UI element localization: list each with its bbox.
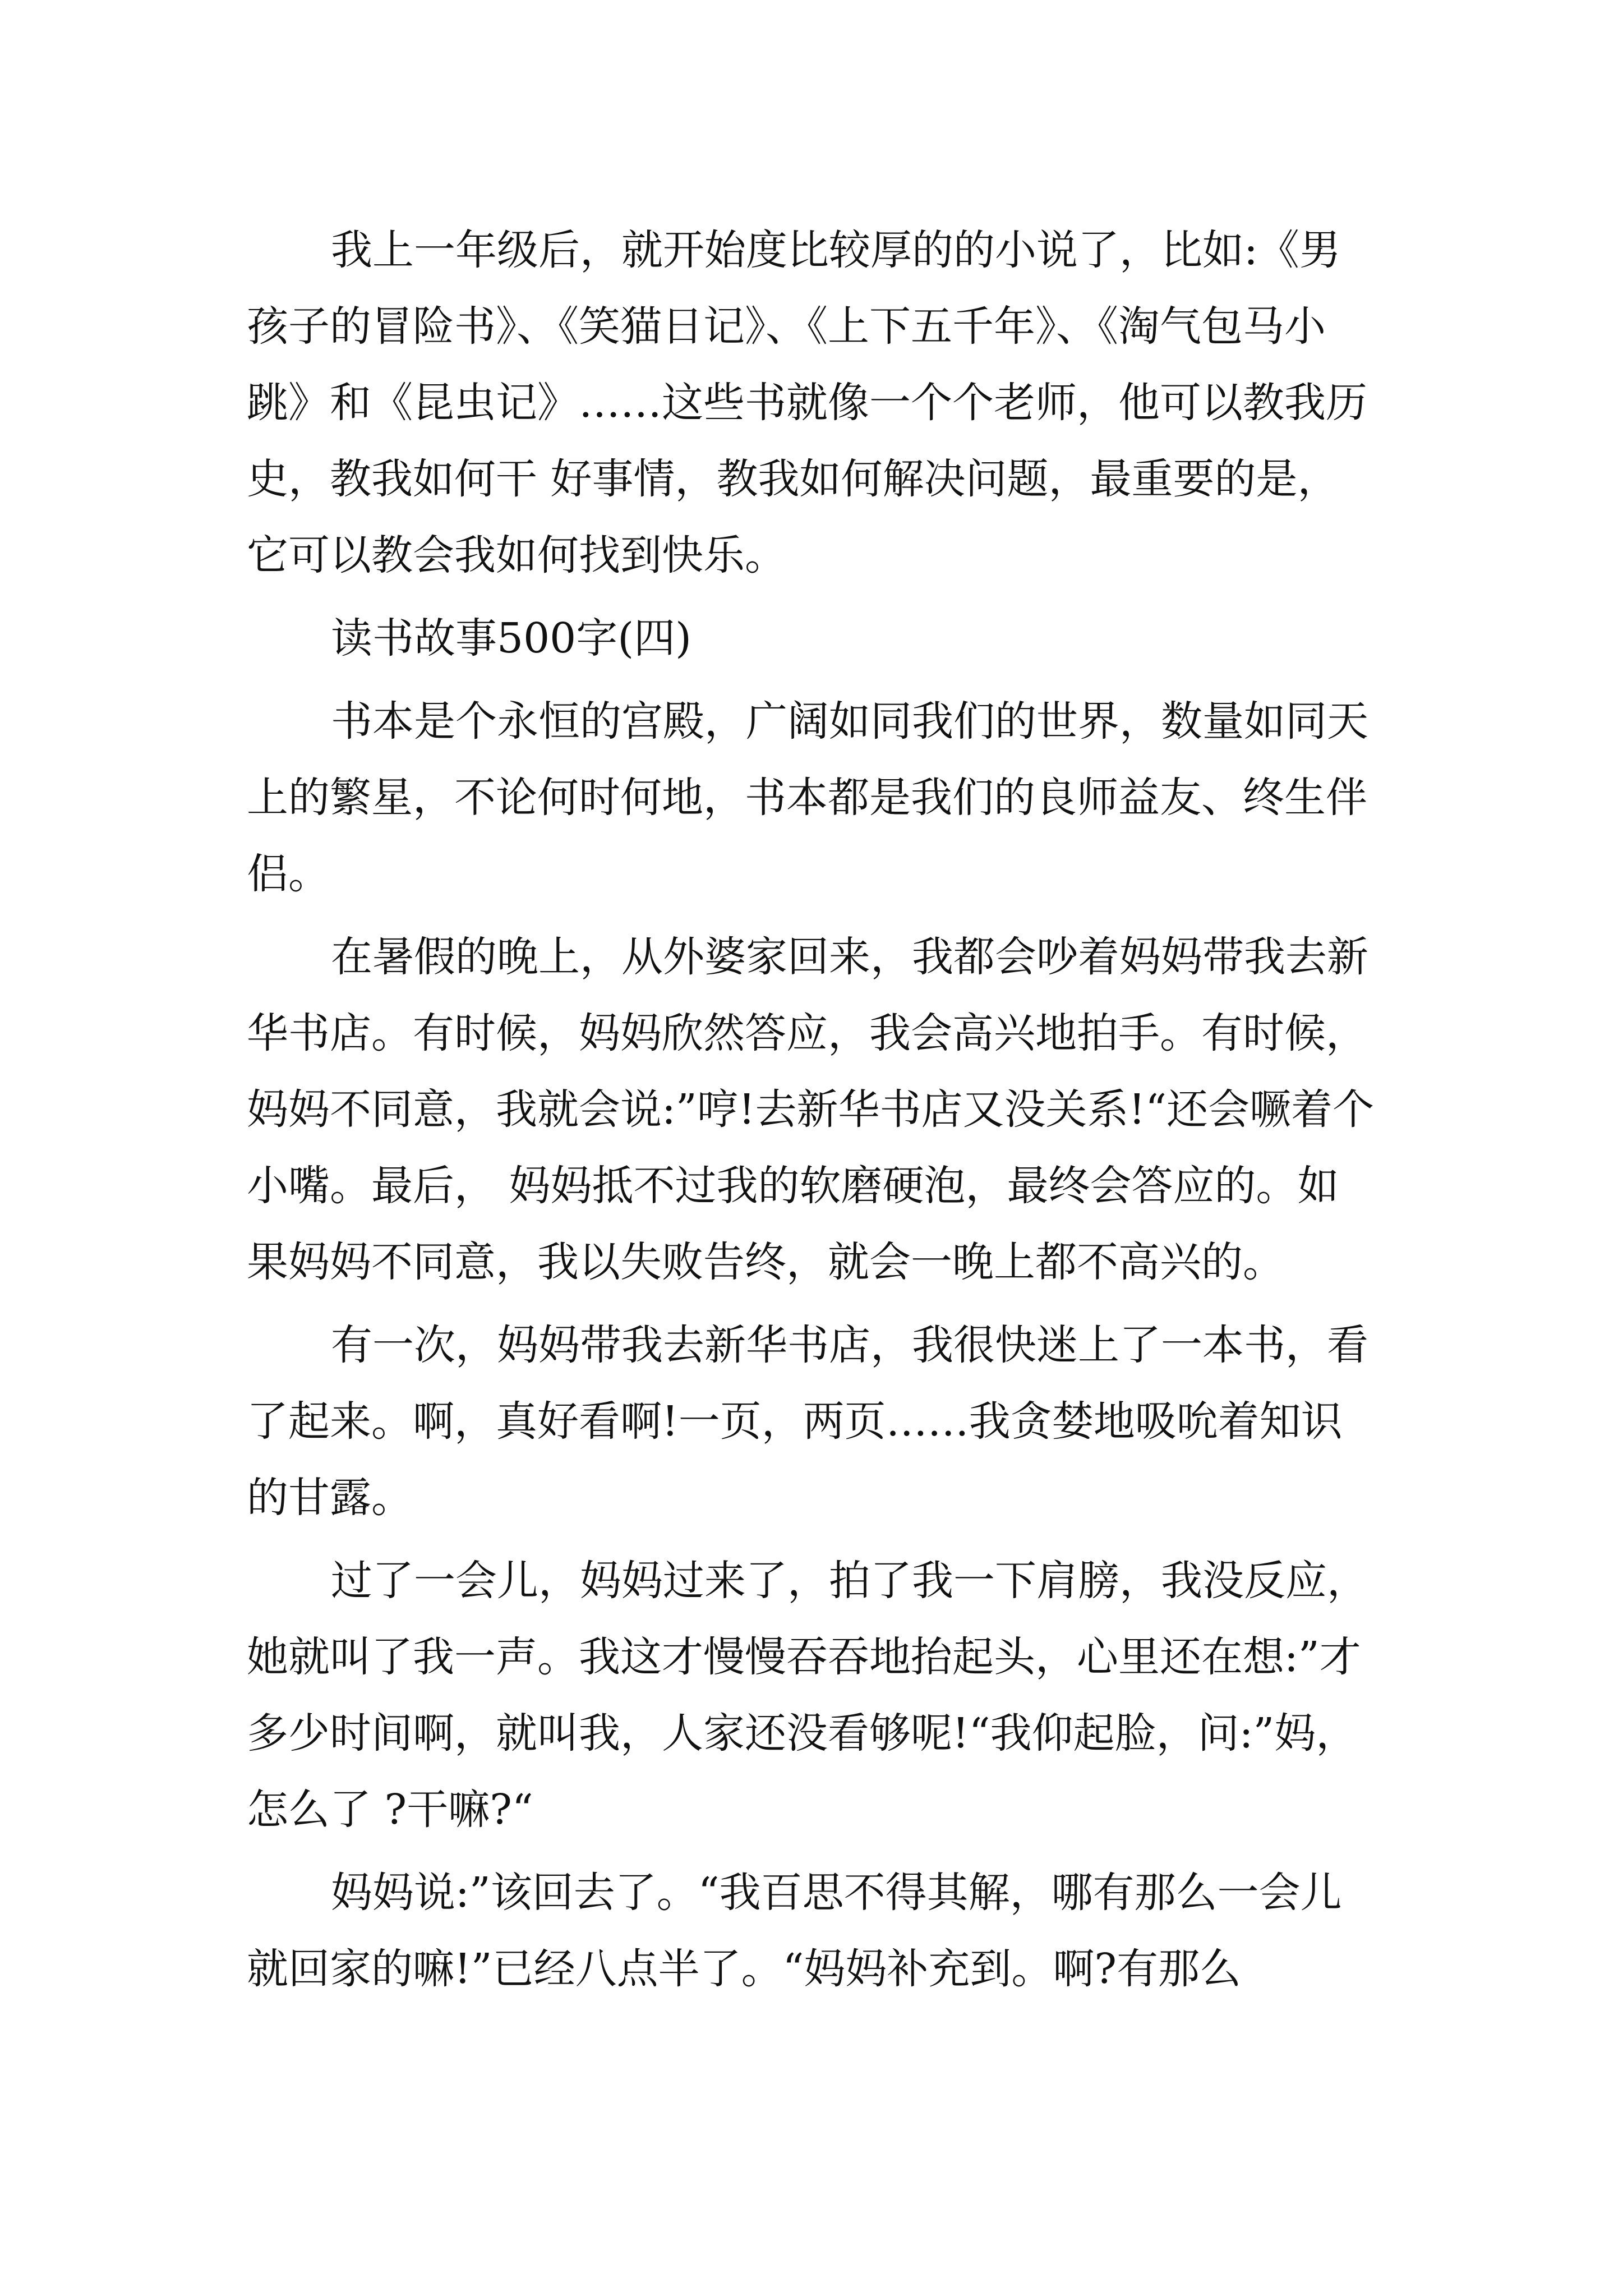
document-body (247, 212, 1380, 2007)
section-heading: 读书故事500字(四) (331, 614, 691, 662)
paragraph-bookstore-visit: 有一次，妈妈带我去新华书店，我很快迷上了一本书，看了起来。啊，真好看啊!一页，两页……我贪婪地吸吮着知识的甘露。 (247, 1321, 1368, 1522)
paragraph-reading-history: 我上一年级后，就开始度比较厚的的小说了，比如:《男孩子的冒险书》、《笑猫日记》、《上下五千年》、《淘气包马小跳》和《昆虫记》……这些书就像一个个老师，他可以教我历史，教我如何干 好事情，教我如何解决问题，最重要的是，它可以教会我如何找到快乐。 (247, 226, 1367, 579)
paragraph-books-palace: 书本是个永恒的宫殿，广阔如同我们的世界，数量如同天上的繁星，不论何时何地，书本都是我们的良师益友、终生伴侣。 (247, 697, 1368, 898)
paragraph-summer-evenings: 在暑假的晚上，从外婆家回来，我都会吵着妈妈带我去新华书店。有时候，妈妈欣然答应，我会高兴地拍手。有时候，妈妈不同意，我就会说:”哼!去新华书店又没关系!“还会噘着个小嘴。最后， 妈妈抵不过我的软磨硬泡，最终会答应的。如果妈妈不同意，我以失败告终，就会一晚上都不高兴的。 (247, 933, 1375, 1286)
paragraph-mom-calls: 过了一会儿，妈妈过来了，拍了我一下肩膀，我没反应，她就叫了我一声。我这才慢慢吞吞地抬起头，心里还在想:”才多少时间啊，就叫我，人家还没看够呢!“我仰起脸，问:”妈，怎么了 ?干嘛?“ (247, 1557, 1368, 1834)
paragraph-time-to-go: 妈妈说:”该回去了。“我百思不得其解，哪有那么一会儿就回家的嘛!”已经八点半了。“妈妈补充到。啊?有那么 (247, 1869, 1342, 1993)
